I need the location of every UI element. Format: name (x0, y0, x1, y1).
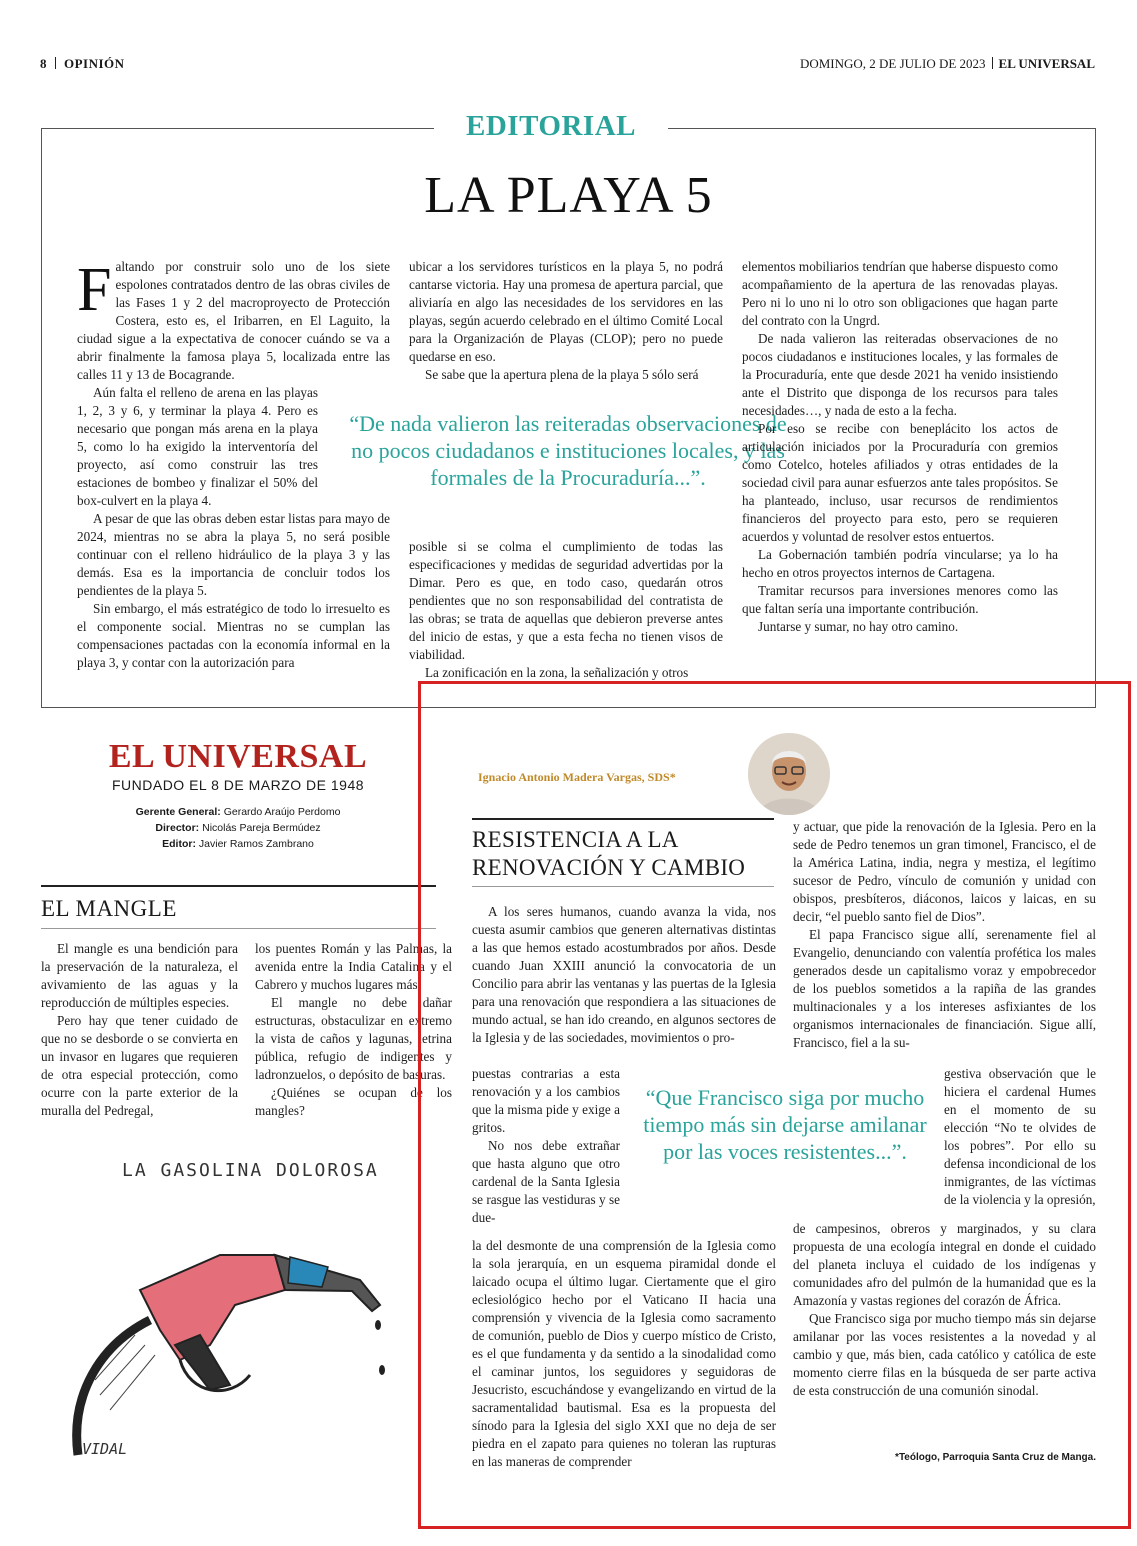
column-title-underline (472, 886, 774, 887)
column-col-2-bottom (793, 1220, 1096, 1400)
editorial-top-rule-right (668, 128, 1096, 129)
author-photo-icon (748, 733, 830, 815)
column-paragraph: de campesinos, obreros y marginados, y su clara propuesta de una ecología integral en donde el cuidado del planeta incluya el cuidado de los indígenas y comunidades afro del pulmón de la humanidad que es la Amazonía y vastas regiones del corazón de África. (793, 1221, 1096, 1308)
editorial-top-rule-left (41, 128, 434, 129)
mangle-paragraph: El mangle no debe dañar estructuras, obstaculizar en extremo la vista de caños y lagunas, letrina pública, refugio de indigentes y ladronzuelos, o depósito de basuras. (255, 995, 452, 1082)
mangle-paragraph: los puentes Román y las Palmas, la avenida entre la India Catalina y el Cabrero y muchos lugares más. (255, 941, 452, 992)
hatching-lines (95, 1335, 155, 1410)
mangle-paragraph: ¿Quiénes se ocupan de los mangles? (255, 1085, 452, 1118)
editorial-paragraph: Faltando por construir solo uno de los siete espolones contratados dentro de las obras civiles de las Fases 1 y 2 del macroproyecto de Protección Costera, esto es, el Iribarren, en El Laguito, la ciudad sigue a la expectativa de conocer cuándo se va a abrir finalmente la famosa playa 5, localizada entre las calles 11 y 13 de Bocagrande. (77, 256, 390, 382)
dateline (800, 56, 1095, 72)
editorial-paragraph: A pesar de que las obras deben estar listas para mayo de 2024, mientras no se abra la playa 5, no será posible continuar con el relleno hidráulico de la playa 3 y las demás. Esa es la importancia de concluir todos los pendientes de la playa 5. (77, 511, 390, 598)
column-paragraph: No nos debe extrañar que hasta alguno que otro cardenal de la Santa Iglesia se rasgue las vestiduras y se due- (472, 1138, 620, 1225)
gas-pump-cartoon (60, 1195, 410, 1470)
editorial-paragraph: La zonificación en la zona, la señalización y otros (425, 665, 689, 680)
cartoon-title: LA GASOLINA DOLOROSA (122, 1160, 379, 1181)
editorial-paragraph: ubicar a los servidores turísticos en la playa 5, no podrá cantarse victoria. Hay una promesa de apertura parcial, que aliviaría en algo las necesidades de los servidores en las playas, según acuerdo celebrado en el último Comité Local para la Organización de Playas (CLOP); pero no puede quedarse en eso. (409, 259, 723, 364)
hose-icon (77, 1320, 150, 1455)
editorial-paragraph: De nada valieron las reiteradas observaciones de no pocos ciudadanos e instituciones locales, y las formales de la Procuraduría, ente que desde 2021 ha venido insistiendo ante el Distrito que disponga de los recursos para tales necesidades…, y nada de esto a la fecha. (742, 331, 1058, 418)
column-paragraph: El papa Francisco sigue allí, serenamente fiel al Evangelio, denunciando con valentía profética los males generados desde un capitalismo voraz y empobrecedor de los pueblos sometidos a la rapiña de las grandes multinacionales y a los intereses asfixiantes de los organismos internacionales de financiación. Sigue allí, Francisco, fiel a la su- (793, 927, 1096, 1050)
editorial-headline: LA PLAYA 5 (424, 167, 713, 224)
column-footnote: *Teólogo, Parroquia Santa Cruz de Manga. (895, 1452, 1096, 1463)
editorial-paragraph: La Gobernación también podría vincularse; ya lo ha hecho en otros proyectos internos de Cartagena. (742, 547, 1058, 580)
cartoon-signature: VIDAL (82, 1440, 128, 1458)
column-paragraph: la del desmonte de una comprensión de la Iglesia como la sola jerarquía, en un esquema piramidal donde el laicado ocupa el último lugar. Ciertamente que el giro eclesiológico hecho por el Vaticano II hacia una comprensión y vivencia de la Iglesia como sacramento de comunión, pueblo de Dios y cuerpo místico de Cristo, es el que fundamenta y da sentido a la sinodalidad como el caminar juntos, los seguidores y seguidoras de Jesucristo, escuchándose y evangelizando en virtud de la sacramentalidad bautismal. Esa es la propuesta del sínodo para la Iglesia del siglo XXI que no deja de ser piedra en el zapato para quienes no toleran las rupturas en las maneras de comprender (472, 1238, 776, 1469)
column-col-1-narrow (472, 1065, 620, 1227)
column-paragraph: Que Francisco siga por mucho tiempo más sin dejarse amilanar por las voces resistentes a la novedad y al cambio y que, más bien, cada católico y católica de este momento cierre filas en la búsqueda de ser parte activa de esta construcción de una comunión sinodal. (793, 1311, 1096, 1398)
masthead-title: EL UNIVERSAL (108, 738, 368, 775)
mangle-top-rule (41, 885, 436, 887)
issue-date: DOMINGO, 2 DE JULIO DE 2023 (799, 56, 986, 71)
author-byline: Ignacio Antonio Madera Vargas, SDS* (478, 770, 676, 784)
column-col-2-top (793, 818, 1096, 1052)
editorial-pull-quote: “De nada valieron las reiteradas observaciones de no pocos ciudadanos e instituciones locales, y las formales de la Procuraduría...”. (349, 411, 787, 490)
column-col-2-narrow (944, 1065, 1096, 1209)
page-section-label (40, 56, 125, 72)
column-col-1-bottom (472, 1237, 776, 1471)
fuel-drop-icon (375, 1320, 381, 1330)
editorial-paragraph: posible si se colma el cumplimiento de todas las especificaciones y medidas de seguridad advertidas por la Dimar. Pero es que, en todo caso, quedarán otros pendientes que no son responsabilidad del contratista de las obras; se trata de aquellas que debieron preverse antes del inicio de estas, y que a esta fecha no tienen visos de viabilidad. (409, 539, 723, 662)
editorial-paragraph: elementos mobiliarios tendrían que haberse dispuesto como acompañamiento de la apertura de las renovadas playas. Pero ni lo uno ni lo otro son obligaciones que hagan parte del contrato con la Ungrd. (742, 259, 1058, 328)
editorial-paragraph: Juntarse y sumar, no hay otro camino. (758, 619, 959, 634)
column-paragraph: gestiva observación que le hiciera el cardenal Humes en el momento de su elección “No te olvides de los pobres”. Por ello su defensa incondicional de los inmigrantes, de las víctimas de la violencia y la opresión, (944, 1066, 1096, 1207)
column-paragraph: y actuar, que pide la renovación de la Iglesia. Pero en la sede de Pedro tenemos un gran timonel, Francisco, el de la América Latina, india, negra y mestiza, el legítimo sucesor de Pedro, vínculo de comunión y unidad con obispos, presbíteros, diáconos, laicos y laicas, en su decir, “el pueblo santo fiel de Dios”. (793, 819, 1096, 924)
column-paragraph: puestas contrarias a esta renovación y a los cambios que la misma pide y exige a gritos. (472, 1066, 620, 1135)
editorial-paragraph: Por eso se recibe con beneplácito los actos de articulación iniciados por la Procuraduría con gremios como Cotelco, hoteles afiliados y otras entidades de la sociedad civil para aunar esfuerzos ante tales propósitos. Se ha planteado, incluso, usar recursos de rendimientos financieros del proyecto para esto, pero se requieren acuerdos y voluntad de resolver estos entuertos. (742, 421, 1058, 544)
pump-handle-icon (140, 1255, 285, 1360)
column-paragraph: A los seres humanos, cuando avanza la vida, nos cuesta asumir cambios que generen alternativas distintas a las que hemos estado acostumbrados por años. Desde cuando Juan XXIII anunció la convocatoria de un Concilio para abrir las ventanas y las puertas de la Iglesia para una renovación que respondiera a las situaciones de mundo actual, se han ido creando, en algunos sectores de la Iglesia y de las sociedades, movimientos o pro- (472, 904, 776, 1045)
column-title-rule (472, 818, 774, 820)
pump-trigger-icon (175, 1335, 230, 1390)
editorial-column-2-top (409, 258, 723, 384)
editorial-paragraph: Sin embargo, el más estratégico de todo lo irresuelto es el componente social. Mientras no se cumplan las compensaciones pactadas con la economía informal en la playa 3, y contar con la autorización para (77, 601, 390, 670)
editorial-kicker: EDITORIAL (466, 110, 636, 142)
column-title: RESISTENCIA A LA RENOVACIÓN Y CAMBIO (472, 827, 746, 880)
mangle-title-rule (41, 928, 436, 929)
drop-cap: F (77, 256, 112, 324)
editorial-column-2-bottom (409, 538, 723, 682)
staff-line: Gerente General: Gerardo Araújo Perdomo (135, 806, 341, 818)
column-col-1-top (472, 903, 776, 1047)
author-avatar (748, 733, 830, 815)
column-pull-quote: “Que Francisco siga por mucho tiempo más sin dejarse amilanar por las voces resistentes...”. (643, 1085, 927, 1164)
staff-line: Editor: Javier Ramos Zambrano (162, 838, 314, 850)
editorial-paragraph: Se sabe que la apertura plena de la playa 5 sólo será (425, 367, 699, 382)
mangle-title: EL MANGLE (41, 896, 177, 921)
masthead-founded: FUNDADO EL 8 DE MARZO DE 1948 (111, 777, 365, 793)
mangle-paragraph: Pero hay que tener cuidado de que no se desborde o se convierta en un invasor en lugares que requieren de otra especial protección, como ocurre con la parte exterior de la muralla del Pedregal, (41, 1013, 238, 1118)
editorial-paragraph: Tramitar recursos para inversiones menores como las que faltan sería una importante contribución. (742, 583, 1058, 616)
paper-name: EL UNIVERSAL (998, 56, 1095, 71)
staff-line: Director: Nicolás Pareja Bermúdez (155, 822, 321, 834)
section-name: OPINIÓN (64, 56, 125, 71)
fuel-drop-icon (379, 1365, 385, 1375)
nozzle-band-icon (288, 1257, 328, 1287)
editorial-paragraph: Aún falta el relleno de arena en las playas 1, 2, 3 y 6, y terminar la playa 4. Pero es necesario que pongan más arena en la playa 5, como lo ha exigido la interventoría del proyecto, así como construir las tres estaciones de bombeo y finalizar el 50% del box-culvert en la playa 4. (77, 385, 318, 508)
editorial-column-3 (742, 258, 1058, 636)
mangle-column-1 (41, 940, 238, 1120)
mangle-paragraph: El mangle es una bendición para la preservación de la naturaleza, el avivamiento de las aguas y la reproducción de múltiples especies. (41, 941, 238, 1010)
page-number: 8 (40, 56, 47, 71)
masthead-staff (100, 804, 376, 852)
